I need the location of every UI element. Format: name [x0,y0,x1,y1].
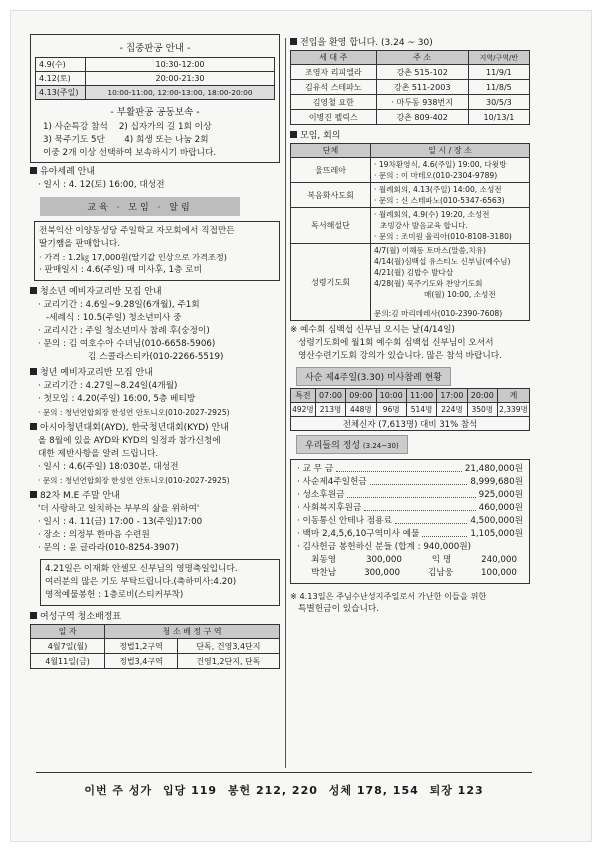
section-title: 청년 예비자교리반 모집 안내 [40,368,153,378]
young-adult-heading [30,366,280,380]
detail-line: 올 8월에 있을 AYD와 KYD의 일정과 참가신청에 [38,436,221,446]
detail-line: · 일시 : 4.6(주일) 18:030분, 대성전 [38,462,179,472]
hymn-communion: 성체 178, 154 [328,784,419,797]
donor-name: 최동영 [311,555,337,565]
table-row [36,72,275,86]
section-title: 모임, 회의 [300,131,341,141]
column-header: 청 소 배 정 구 역 [105,625,280,639]
section-title: 유아세례 안내 [40,167,96,177]
offering-amount: 1,105,000원 [470,529,523,539]
focus-pray-title: - 집중판공 안내 - [119,43,191,54]
offering-amount: 4,500,000원 [470,516,523,526]
detail-line: · 문의 : 윤 글라라(010-8254-3907) [38,543,179,553]
donor-name: 익 명 [431,555,452,565]
prayer-note-title: ※ 예수회 심백섭 신부님 오시는 날(4/14일) [290,325,455,335]
table-cell: 11/9/1 [468,65,529,80]
table-cell: 강촌 515-102 [376,65,468,80]
donor-amount: 300,000 [365,555,402,565]
detail-line: · 19차환영식, 4.6(주일) 19:00, 다윗방 [374,160,507,169]
leader-dots [364,502,475,511]
table-header-row [291,389,530,403]
detail-line: · 문의 : 조미원 율리아(010-8108-3180) [374,232,512,241]
notice-line: 여러분의 많은 기도 부탁드립니다.(축하미사:4.20) [45,577,237,587]
notice-line: 영적예물봉헌 : 1층로비(스티커부착) [45,590,184,600]
detail-line: 4/14(월)심백섭 유스티노 신부님(예수님) [374,257,511,266]
table-cell: 492명 [291,403,316,417]
date-cell: 4.9(수) [36,58,86,72]
table-row [291,208,530,244]
meetings-heading [290,129,530,143]
hymn-entrance: 입당 119 [162,784,218,797]
detail-line: · 문의 : 김 여호수아 수녀님(010-6658-5906) [38,339,216,349]
date-cell: 4.13(주일) [36,86,86,100]
detail-line: 매(월) 10:00, 소성전 [424,290,496,299]
table-cell: 정법1,2구역 [105,639,178,654]
column-header: 일 자 [31,625,105,639]
offerings-box [290,459,530,584]
time-cell: 10:30-12:00 [86,58,275,72]
table-cell: 224명 [437,403,467,417]
column-header: 10:00 [376,389,406,403]
detail-line: · 장소 : 의정부 한마음 수련원 [38,530,150,540]
baptism-heading [30,165,280,179]
donor-amount: 240,000 [481,555,517,565]
column-header: 세 대 주 [291,51,377,65]
detail-line: 대한 제반사항을 알려 드립니다. [38,449,159,459]
focus-pray-table [35,57,275,100]
detail-line: · 월례회의, 4.9(수) 19:20, 소성전 [374,210,490,219]
footer-rule [36,772,532,773]
baptism-detail: · 일시 : 4. 12(토) 16:00, 대성전 [38,180,165,190]
section-title: 전입을 환영 합니다. (3.24 ~ 30) [300,38,433,48]
asia-youth-heading [30,421,280,435]
table-cell: 강촌 511-2003 [376,80,468,95]
bottom-note: ※ 4.13일은 주님수난성지주일로서 가난한 이들을 위한 [290,591,487,601]
time-cell: 10:00-11:00, 12:00-13:00, 18:00-20:00 [86,86,275,100]
detail-line: · 교리기간 : 4.27일~8.24일(4개월) [38,381,178,391]
detail-line: 영산수련기도회 강의가 있습니다. 많은 참석 바랍니다. [298,351,502,361]
offering-label: · 사회복지후원금 [297,503,362,513]
group-name: 울뜨레아 [291,158,371,183]
detail-line: 4/28(월) 묵주기도와 찬양기도회 [374,279,483,288]
square-bullet-icon [30,423,37,430]
table-cell: 김영철 요한 [291,95,377,110]
special-offering-row [297,554,523,567]
special-offering-title: · 김사헌금 봉헌하신 분들 (합계 : 940,000원) [297,542,472,552]
table-cell: 30/5/3 [468,95,529,110]
leader-dots [370,476,468,485]
table-row [31,639,280,654]
table-row [291,65,530,80]
offering-amount: 8,999,680원 [470,477,523,487]
group-name: 복음화사도회 [291,183,371,208]
column-header: 일 시 / 장 소 [371,144,530,158]
detail-line: · 문의 : 청년연합회장 한성연 안토니오(010-2027-2925) [38,408,230,417]
table-row [291,110,530,125]
section-title: 청소년 예비자교리반 모집 안내 [40,287,162,297]
strawberry-notice [34,221,280,281]
offerings-title [296,435,408,454]
meeting-detail [371,244,530,321]
table-header-row [291,144,530,158]
leader-dots [336,463,462,472]
resurrection-note: 이중 2개 이상 선택하여 보속하시기 바랍니다. [43,148,217,158]
welcome-table [290,50,530,125]
table-row [36,86,275,100]
detail-line: · 첫모임 : 4.20(주일) 16:00, 5층 베티방 [38,394,196,404]
offerings-period: (3.24~30) [362,442,399,450]
youth-heading [30,285,280,299]
memorial-notice [40,559,280,606]
resurrection-title: - 부활판공 공동보속 - [110,107,200,118]
detail-line: 성령기도회에 월1회 예수회 심백섭 신부님이 오셔서 [298,338,494,348]
column-header: 20:00 [467,389,497,403]
section-band: 교육 · 모임 · 알림 [40,197,240,216]
footer-label: 이번 주 성가 [84,784,153,797]
offering-label: · 이동통신 안테나 점용료 [297,516,392,526]
detail-line: 김 스콜라스티카(010-2266-5519) [88,352,224,362]
cleaning-table [30,624,280,669]
table-row [291,80,530,95]
resurrection-item: 1) 사순특강 참석 [43,122,108,132]
section-title: 아시아청년대회(AYD), 한국청년대회(KYD) 안내 [40,423,229,433]
resurrection-items-2 [35,134,275,147]
table-cell: 이병진 펠릭스 [291,110,377,125]
table-row [291,95,530,110]
detail-line: · 월례회의, 4.13(주일) 14:00, 소성전 [374,185,502,194]
offering-item [297,515,523,528]
table-header-row [31,625,280,639]
table-row [36,58,275,72]
resurrection-item: 2) 십자가의 길 1회 이상 [118,122,212,132]
detail-line: '더 사랑하고 일치하는 부부의 삶을 위하여' [38,504,200,514]
offering-label: · 백마 2,4,5,6,10구역미사 예물 [297,529,420,539]
offering-label: · 성소후원금 [297,490,345,500]
donor-amount: 100,000 [481,568,517,578]
table-cell: 건영1,2단지, 단독 [177,654,279,669]
section-title: 여성구역 청소배정표 [40,612,122,622]
offering-item [297,528,523,541]
donor-amount: 300,000 [364,568,401,578]
cleaning-heading [30,610,280,624]
square-bullet-icon [290,131,297,138]
me-weekend-heading [30,489,280,503]
detail-line: · 문의 : 청년연합회장 한성연 안토니오(010-2027-2925) [38,476,230,485]
right-column [290,34,530,616]
date-cell: 4.12(토) [36,72,86,86]
table-row [291,244,530,321]
column-header: 특전 [291,389,316,403]
column-header: 17:00 [437,389,467,403]
table-cell: 514명 [406,403,436,417]
section-title: 82차 M.E 주말 안내 [40,491,120,501]
resurrection-items-1 [35,121,275,134]
table-cell: 김유석 스테파노 [291,80,377,95]
bottom-note: 특별헌금이 있습니다. [298,604,380,614]
table-cell: · 마두동 938번지 [376,95,468,110]
offering-amount: 21,480,000원 [464,464,523,474]
notice-line: 4.21일은 이재화 안셀모 신부님의 영명축일입니다. [45,564,238,574]
column-header: 단체 [291,144,371,158]
group-name: 독서해설단 [291,208,371,244]
column-header: 주 소 [376,51,468,65]
table-cell: 단독, 건영3,4단지 [177,639,279,654]
spacer [374,300,526,308]
offering-item [297,463,523,476]
table-cell: 정법3,4구역 [105,654,178,669]
detail-line: · 일시 : 4. 11(금) 17:00 - 13(주일)17:00 [38,517,203,527]
table-cell: 조영자 리피엘라 [291,65,377,80]
detail-line: 4/21(월) 김밥수 발다살 [374,268,454,277]
table-cell: 4월7일(월) [31,639,105,654]
table-cell: 96명 [376,403,406,417]
square-bullet-icon [30,612,37,619]
notice-line: · 판매일시 : 4.6(주일) 매 미사후, 1층 로비 [39,265,202,275]
notice-line: · 가격 : 1.2㎏ 17,000원(딸기값 인상으로 가격조정) [39,252,227,262]
square-bullet-icon [30,491,37,498]
attendance-title: 사순 제4주일(3.30) 미사참례 현황 [296,367,451,386]
meetings-table [290,143,530,321]
focus-pray-box [30,34,280,163]
square-bullet-icon [30,368,37,375]
column-header: 09:00 [346,389,376,403]
detail-line: · 문의 : 이 마테오(010-2304-9789) [374,171,498,180]
table-cell: 350명 [467,403,497,417]
table-row [291,417,530,431]
table-cell: 강촌 809-402 [376,110,468,125]
time-cell: 20:00-21:30 [86,72,275,86]
offerings-title-text: 우리들의 정성 [305,441,361,451]
leader-dots [347,489,475,498]
resurrection-item: 3) 묵주기도 5단 [43,135,105,145]
table-cell: 4월11일(금) [31,654,105,669]
table-row [31,654,280,669]
offering-item [297,502,523,515]
notice-line: 딸기쨈을 판매합니다. [39,239,121,249]
leader-dots [422,528,467,537]
table-header-row [291,51,530,65]
special-offering-row [297,567,523,580]
table-row [291,403,530,417]
offering-label: · 교 무 금 [297,464,334,474]
welcome-heading [290,36,530,50]
hymn-footer [36,782,532,798]
offering-item [297,489,523,502]
group-name: 성령기도회 [291,244,371,321]
offering-item [297,476,523,489]
notice-line: 전북익산 이양동성당 주일학교 자모회에서 직접만든 [39,226,235,236]
square-bullet-icon [290,38,297,45]
column-header: 11:00 [406,389,436,403]
summary-cell: 전체신자 (7,613명) 대비 31% 참석 [291,417,530,431]
table-cell: 2,339명 [497,403,529,417]
table-row [291,158,530,183]
meeting-detail [371,183,530,208]
meeting-detail [371,208,530,244]
column-header: 07:00 [315,389,345,403]
donor-name: 김남웅 [427,568,454,578]
offering-label: · 사순제4주일헌금 [297,477,367,487]
table-cell: 213명 [315,403,345,417]
table-cell: 10/13/1 [468,110,529,125]
table-cell: 11/8/5 [468,80,529,95]
detail-line: 초빙강사 발음교육 합니다. [380,221,468,230]
attendance-table [290,388,530,431]
square-bullet-icon [30,167,37,174]
detail-line: 문의:김 마리데레사(010-2390-7608) [374,309,503,318]
offering-amount: 460,000원 [478,503,523,513]
square-bullet-icon [30,287,37,294]
donor-name: 박찬남 [311,568,337,578]
column-divider [285,38,286,768]
detail-line: -세례식 : 10.5(주일) 청소년미사 중 [46,313,182,323]
table-row [291,183,530,208]
detail-line: · 교리시간 : 주일 청소년미사 참례 후(숭정이) [38,326,210,336]
hymn-offertory: 봉헌 212, 220 [227,784,318,797]
detail-line: · 교리기간 : 4.6일~9.28일(6개월), 주1회 [38,300,200,310]
meeting-detail [371,158,530,183]
table-cell: 448명 [346,403,376,417]
leader-dots [395,515,467,524]
hymn-recessional: 퇴장 123 [429,784,484,797]
left-column [30,34,280,669]
column-header: 지역/구역/반 [468,51,529,65]
offering-amount: 925,000원 [478,490,523,500]
column-header: 계 [497,389,529,403]
detail-line: · 문의 : 신 스테파노(010-5347-6563) [374,196,505,205]
resurrection-item: 4) 희생 또는 나눔 2회 [124,135,209,145]
detail-line: 4/7(월) 이해동 토마스(말씀,치유) [374,246,487,255]
